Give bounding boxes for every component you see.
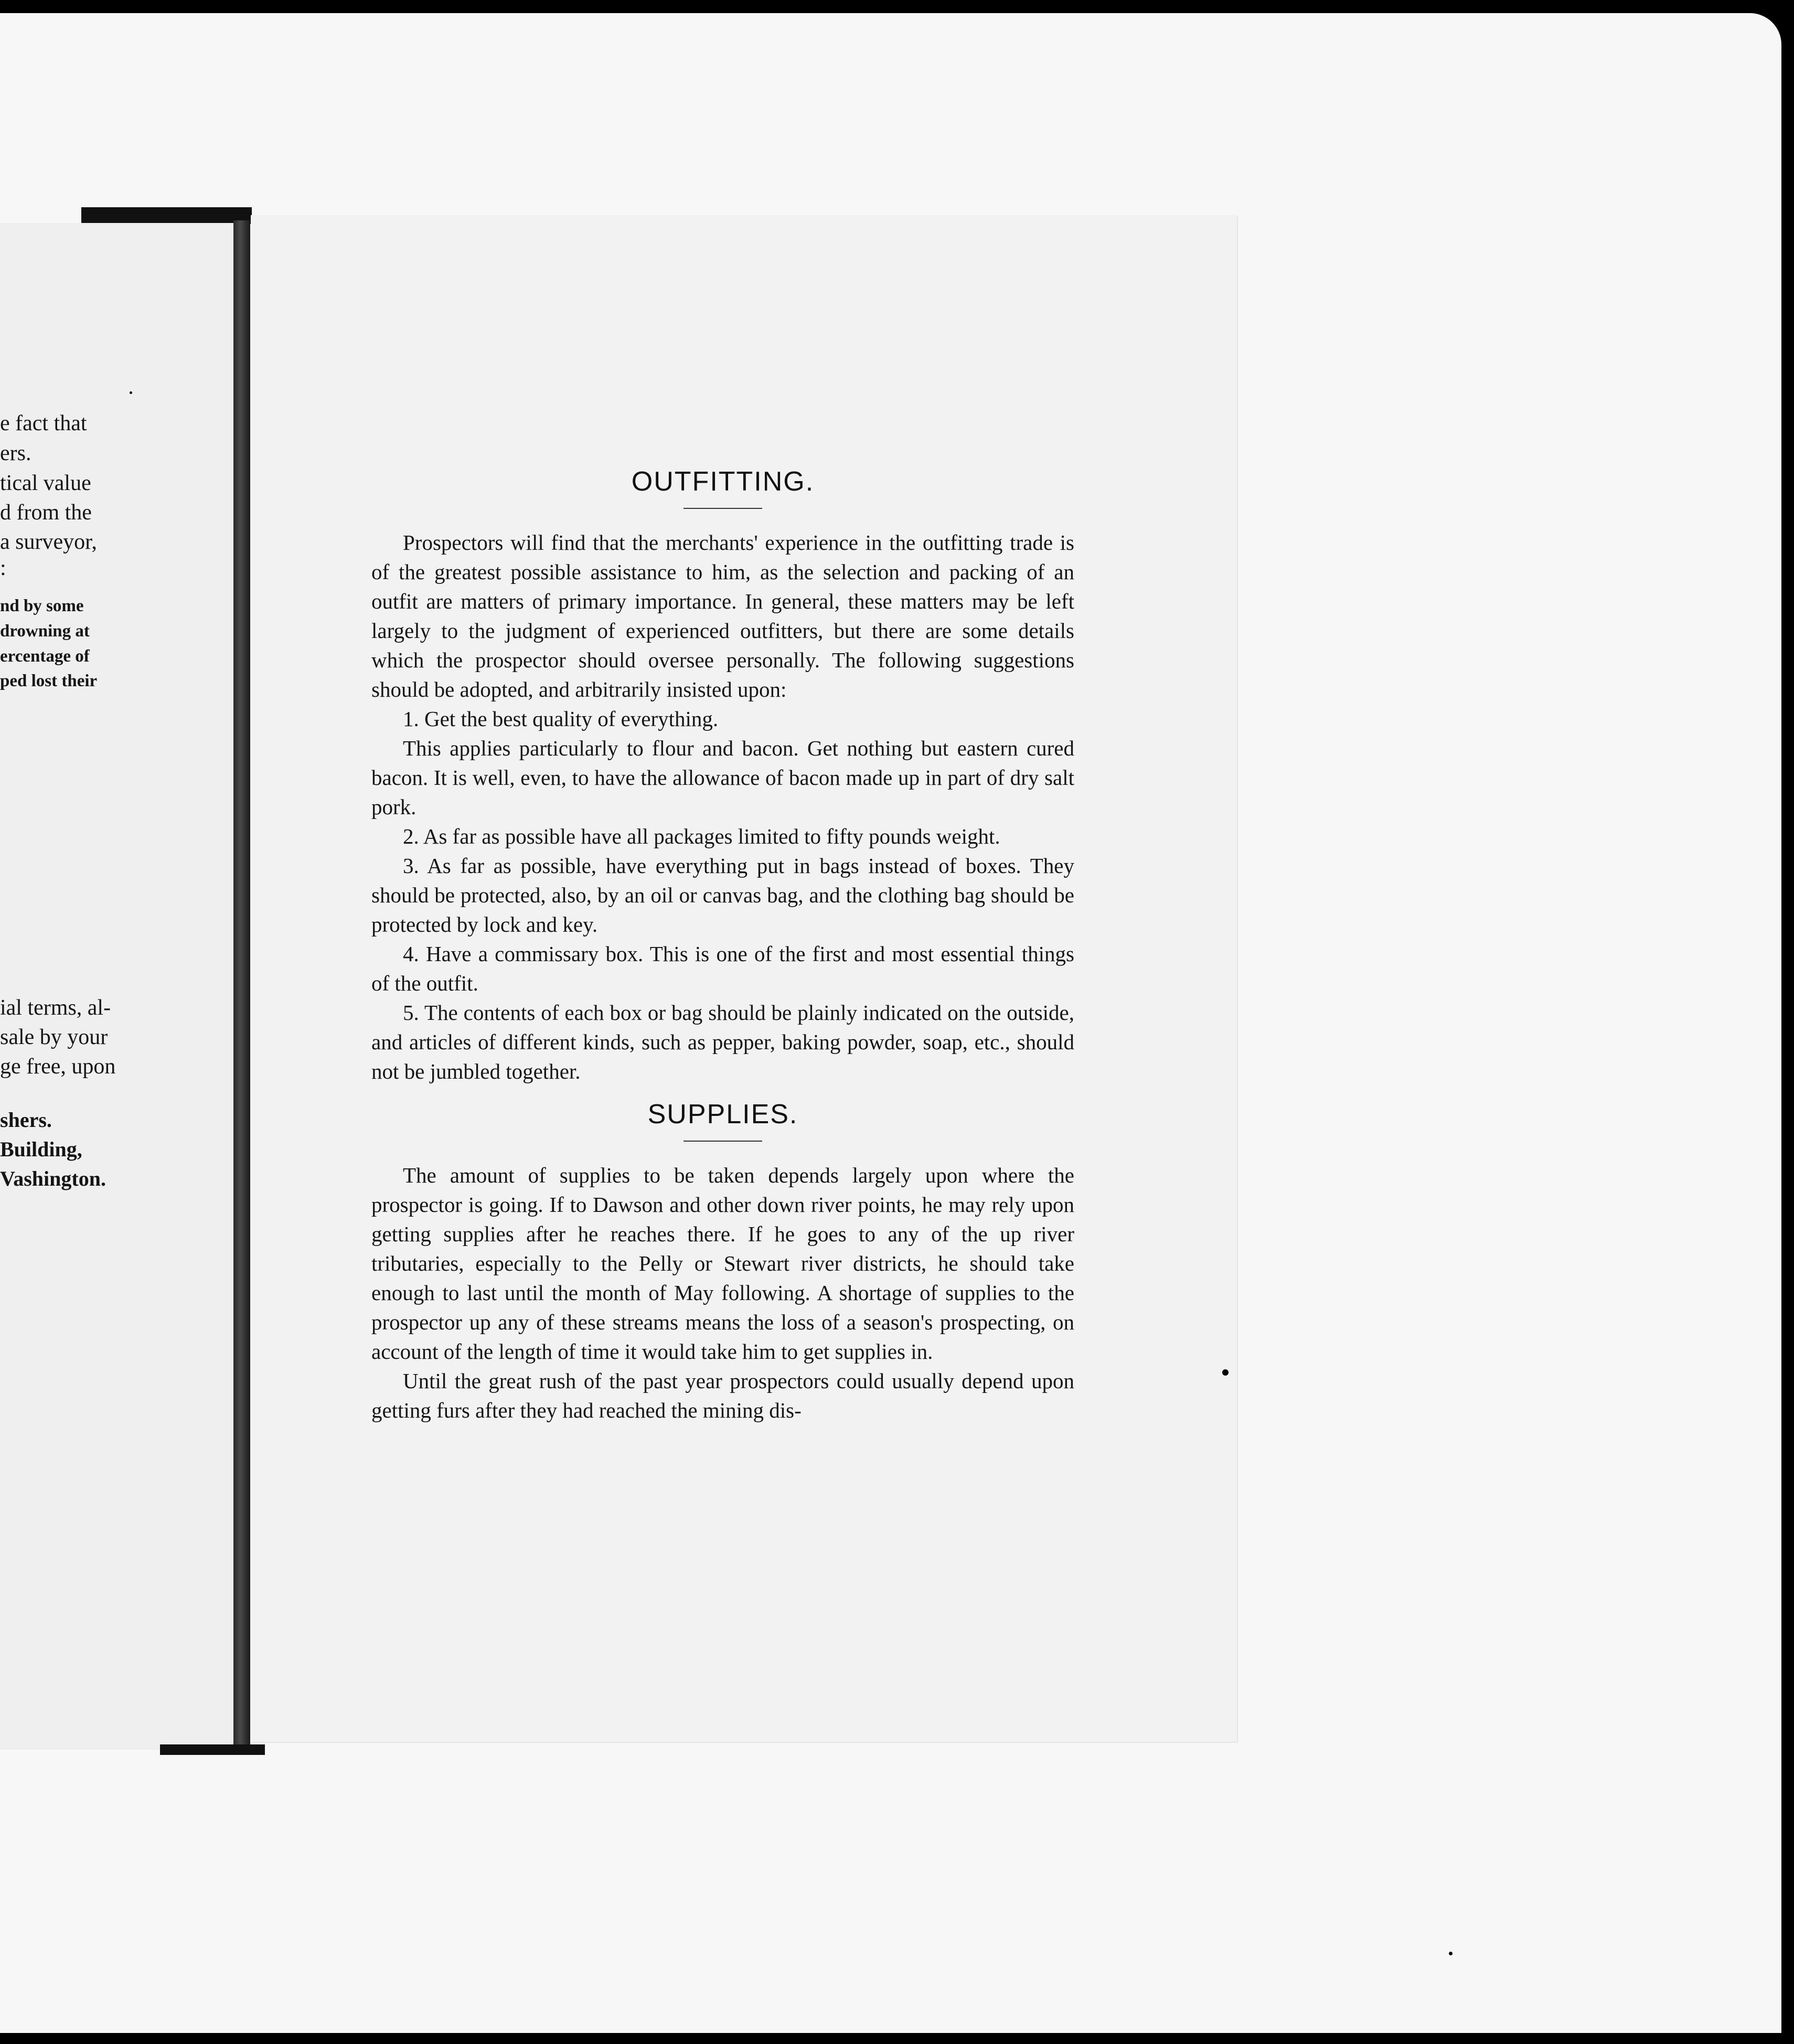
right-page: [251, 215, 1237, 1742]
left-page: [0, 223, 245, 1750]
left-line: a surveyor,: [0, 530, 97, 554]
left-line: :: [0, 556, 6, 580]
left-line: e fact that: [0, 411, 87, 435]
supplies-paragraph: The amount of supplies to be taken depends largely upon where the prospector is going. If to Dawson and other down river points, he may rely upon getting supplies after he reaches there. If he goes to any of the up river tributaries, especially to the Pelly or Stewart river districts, he should take enough to last until the month of May following. A shortage of supplies to the prospector up any of these streams means the loss of a season's prospecting, on account of the length of time it would take him to get supplies in.: [371, 1163, 1074, 1364]
outfitting-item: 2. As far as possible have all packages limited to fifty pounds weight.: [403, 824, 1000, 848]
outfitting-item: 5. The contents of each box or bag should be plainly indicated on the outside, and articles of different kinds, such as pepper, baking powder, soap, etc., should not be jumbled together.: [371, 1000, 1074, 1083]
outfitting-heading: OUTFITTING.: [631, 466, 815, 497]
outfitting-item: 4. Have a commissary box. This is one of the first and most essential things of the outfit.: [371, 942, 1074, 995]
heading-rule: [684, 1141, 762, 1142]
outfitting-item: 3. As far as possible, have everything put in bags instead of boxes. They should be protected, also, by an oil or canvas bag, and the clothing bag should be protected by lock and key.: [371, 854, 1074, 936]
left-line: d from the: [0, 501, 92, 525]
left-line: drowning at: [0, 622, 90, 641]
left-line: shers.: [0, 1108, 52, 1132]
left-line: sale by your: [0, 1025, 108, 1049]
left-line: Building,: [0, 1137, 82, 1161]
left-page-top-edge: [81, 207, 252, 224]
left-line: ial terms, al-: [0, 996, 111, 1020]
left-line: tical value: [0, 471, 91, 495]
outfitting-item: This applies particularly to flour and bacon. Get nothing but eastern cured bacon. It is well, even, to have the allowance of bacon made up in part of dry salt pork.: [371, 736, 1074, 819]
left-line: ercentage of: [0, 647, 90, 666]
supplies-heading: SUPPLIES.: [647, 1099, 798, 1130]
scan-speck: [1449, 1952, 1453, 1955]
book-spine: [233, 220, 250, 1747]
scan-speck: [1222, 1369, 1229, 1376]
left-line: ge free, upon: [0, 1055, 116, 1079]
left-line: ped lost their: [0, 672, 98, 690]
left-line: nd by some: [0, 597, 84, 615]
heading-rule: [684, 508, 762, 509]
left-page-bottom-edge: [160, 1744, 265, 1755]
outfitting-intro: Prospectors will find that the merchants' experience in the outfitting trade is of the greatest possible assistance to him, as the selection and packing of an outfit are matters of primary importance. In general, these matters may be left largely to the judgment of experienced outfitters, but there are some details which the prospector should oversee personally. The following suggestions should be adopted, and arbitrarily insisted upon:: [371, 530, 1074, 701]
outfitting-item: 1. Get the best quality of everything.: [403, 707, 719, 731]
scan-speck: [130, 391, 132, 394]
supplies-paragraph: Until the great rush of the past year prospectors could usually depend upon getting furs after they had reached the mining dis-: [371, 1369, 1074, 1422]
left-line: ers.: [0, 441, 31, 465]
left-line: Vashington.: [0, 1167, 106, 1190]
page-text: [371, 467, 1074, 1425]
